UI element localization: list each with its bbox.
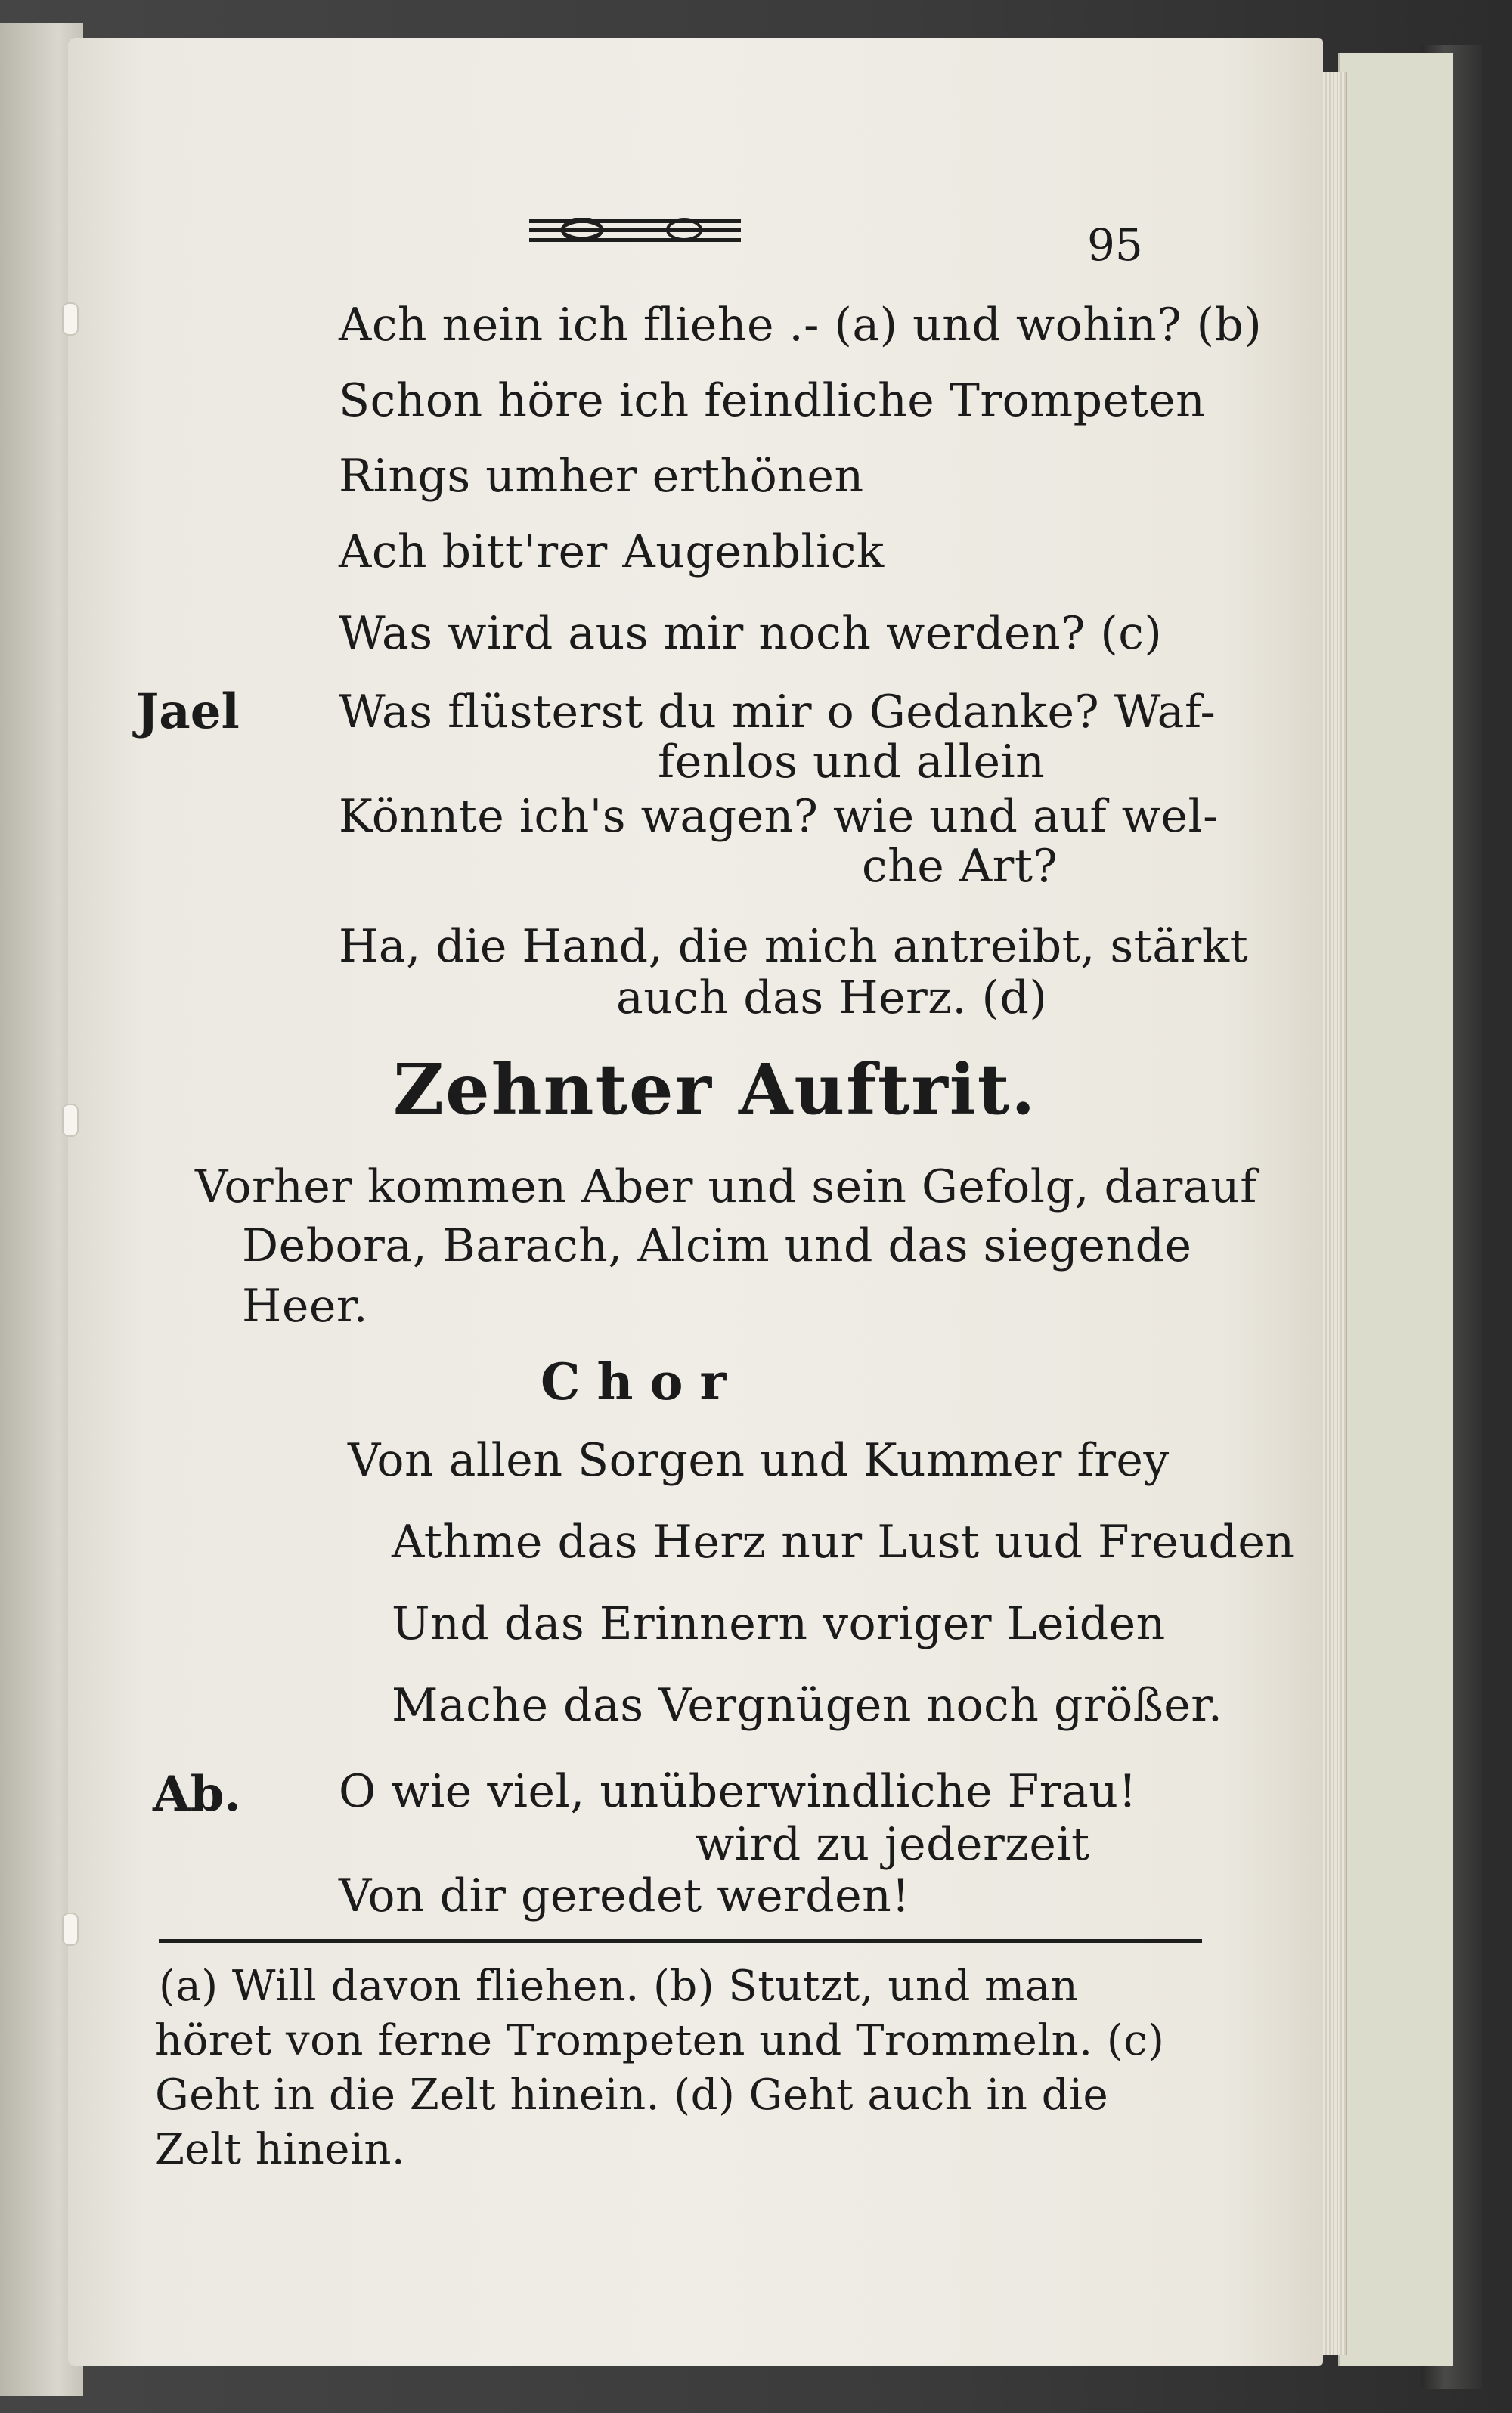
verse-line: Schon höre ich feindliche Trompeten [339, 374, 1206, 427]
verse-line: auch das Herz. (d) [616, 971, 1048, 1024]
verse-line: Was wird aus mir noch werden? (c) [339, 607, 1163, 660]
binding-stitch [62, 1913, 79, 1946]
chor-line: Von allen Sorgen und Kummer frey [348, 1434, 1170, 1487]
speaker-jael: Jael [136, 683, 240, 740]
scene-heading: Zehnter Auftrit. [393, 1049, 1037, 1130]
back-endpaper [1338, 53, 1453, 2366]
chor-line: Athme das Herz nur Lust uud Freuden [392, 1516, 1295, 1569]
verse-line: Ha, die Hand, die mich antreibt, stärkt [339, 920, 1249, 973]
footnote-line: Geht in die Zelt hinein. (d) Geht auch in die [155, 2071, 1109, 2120]
verse-line: wird zu jederzeit [696, 1818, 1090, 1871]
footnote-rule [159, 1939, 1202, 1943]
binding-stitch [62, 1104, 79, 1137]
chor-line: Und das Erinnern voriger Leiden [392, 1597, 1166, 1650]
headpiece-ornament-icon [529, 213, 741, 248]
footnote-line: (a) Will davon fliehen. (b) Stutzt, und man [159, 1962, 1079, 2011]
footnote-line: höret von ferne Trompeten und Trommeln. (c) [155, 2016, 1165, 2065]
book-page [68, 38, 1323, 2366]
verse-line: Von dir geredet werden! [339, 1869, 910, 1922]
verse-line: Ach nein ich fliehe .- (a) und wohin? (b) [339, 299, 1263, 352]
verse-line: che Art? [862, 840, 1058, 893]
verse-line: O wie viel, unüberwindliche Frau! [339, 1765, 1137, 1818]
verse-line: Könnte ich's wagen? wie und auf wel- [339, 790, 1219, 843]
verse-line: fenlos und allein [658, 736, 1046, 788]
chor-label: Chor [541, 1352, 743, 1411]
page-number: 95 [1087, 219, 1143, 271]
stage-direction-line: Debora, Barach, Alcim und das siegende [242, 1219, 1192, 1272]
binding-stitch [62, 302, 79, 336]
verse-line: Ach bitt'rer Augenblick [339, 525, 885, 578]
verse-line: Rings umher erthönen [339, 450, 864, 503]
chor-line: Mache das Vergnügen noch größer. [392, 1679, 1223, 1732]
speaker-ab: Ab. [153, 1766, 241, 1823]
footnote-line: Zelt hinein. [155, 2125, 406, 2174]
stage-direction-line: Vorher kommen Aber und sein Gefolg, darauf [195, 1160, 1257, 1213]
verse-line: Was flüsterst du mir o Gedanke? Waf- [339, 686, 1216, 739]
stage-direction-line: Heer. [242, 1280, 369, 1333]
